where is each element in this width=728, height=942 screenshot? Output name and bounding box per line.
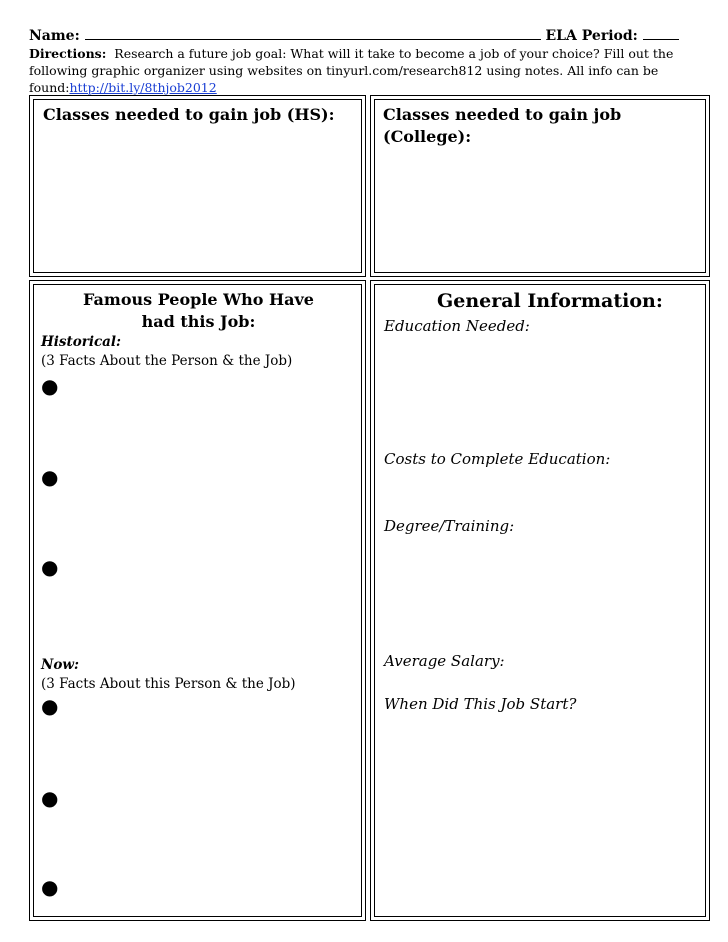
now-bullet-3: ●	[41, 875, 59, 899]
famous-people-box[interactable]	[29, 280, 366, 921]
average-salary-label: Average Salary:	[384, 652, 505, 670]
famous-people-title	[30, 289, 367, 333]
historical-bullet-1: ●	[41, 374, 59, 398]
directions	[29, 45, 689, 96]
now-bullet-1: ●	[41, 694, 59, 718]
period-label: ELA Period:	[545, 28, 638, 44]
period-field[interactable]	[643, 27, 679, 40]
historical-bullet-3: ●	[41, 555, 59, 579]
name-field[interactable]	[85, 27, 541, 40]
college-classes-box[interactable]	[370, 95, 710, 277]
hs-classes-title: Classes needed to gain job (HS):	[43, 105, 335, 124]
famous-title-line-1: Famous People Who Have	[83, 290, 314, 309]
general-info-box[interactable]	[370, 280, 710, 921]
hs-classes-box[interactable]	[29, 95, 366, 277]
college-title-line-2: (College):	[383, 127, 472, 146]
now-subtitle: (3 Facts About this Person & the Job)	[41, 676, 296, 692]
directions-label: Directions:	[29, 46, 107, 61]
directions-line-3: found:	[29, 80, 70, 95]
historical-label: Historical:	[41, 334, 122, 350]
general-info-title: General Information:	[437, 290, 663, 312]
famous-title-line-2: had this Job:	[141, 312, 256, 331]
job-research-link[interactable]: http://bit.ly/8thjob2012	[69, 80, 217, 95]
college-title-line-1: Classes needed to gain job	[383, 105, 622, 124]
name-label: Name:	[29, 28, 80, 44]
directions-line-2: following graphic organizer using websites on tinyurl.com/research812 using notes. All info can be	[29, 63, 659, 78]
college-classes-title	[383, 104, 621, 148]
degree-training-label: Degree/Training:	[384, 517, 515, 535]
education-needed-label: Education Needed:	[384, 317, 530, 335]
historical-subtitle: (3 Facts About the Person & the Job)	[41, 353, 293, 369]
historical-bullet-2: ●	[41, 465, 59, 489]
name-period-line	[29, 27, 674, 44]
directions-line-1: Research a future job goal: What will it take to become a job of your choice? Fill out the	[114, 46, 674, 61]
job-start-label: When Did This Job Start?	[384, 695, 577, 713]
now-bullet-2: ●	[41, 786, 59, 810]
costs-label: Costs to Complete Education:	[384, 450, 611, 468]
now-label: Now:	[41, 657, 79, 673]
